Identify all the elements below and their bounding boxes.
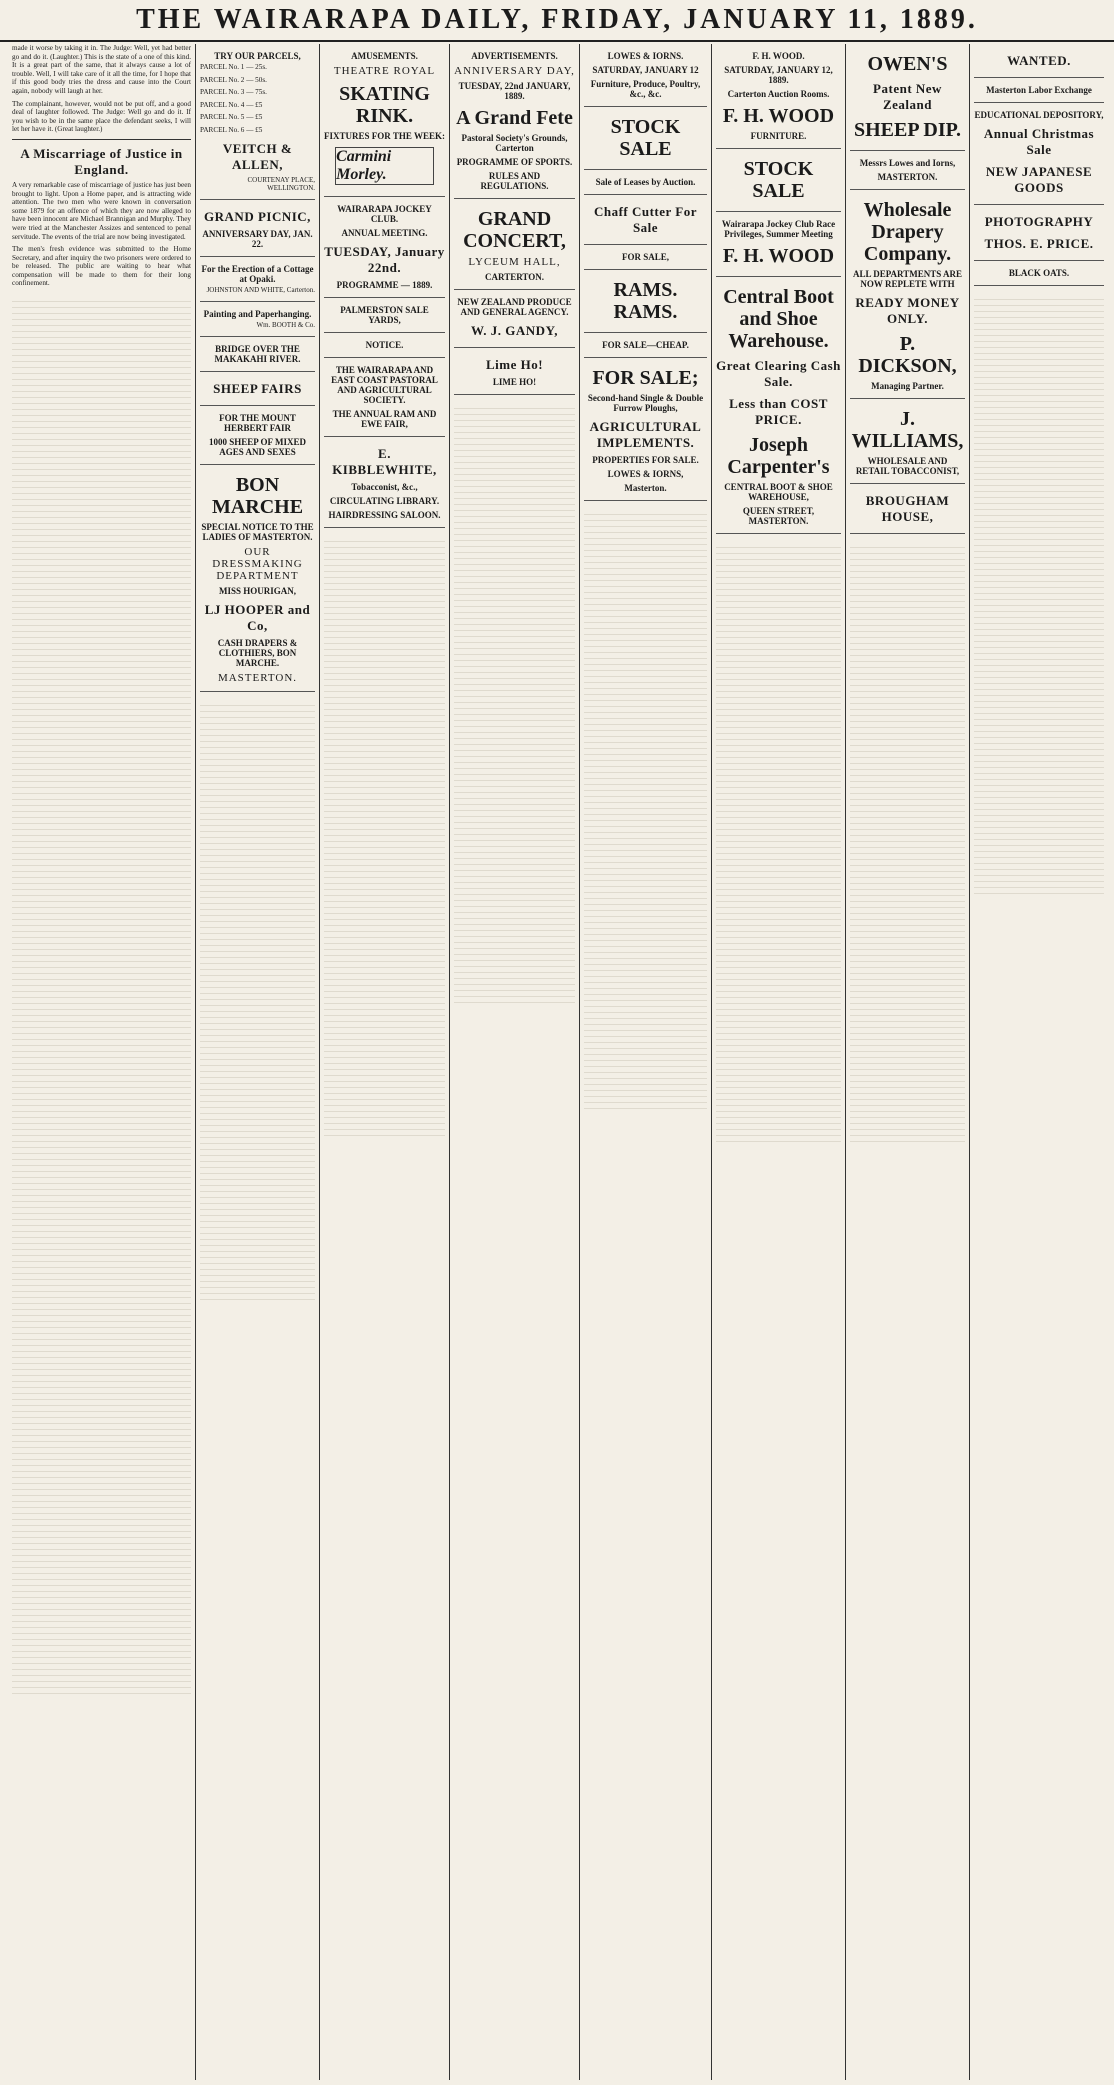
- ad-title: RAMS. RAMS.: [613, 279, 678, 323]
- ad-title: OWEN'S: [867, 53, 948, 75]
- advertisement: [974, 78, 1104, 103]
- ad-subtitle: 1000 SHEEP OF MIXED AGES AND SEXES: [209, 436, 306, 457]
- advertisement: [974, 44, 1104, 78]
- ad-place: CARTERTON.: [485, 272, 544, 282]
- ad-item: PARCEL No. 5 — £5: [200, 113, 263, 122]
- ad-title: GRAND PICNIC,: [204, 208, 311, 224]
- ad-firm: Joseph Carpenter's: [727, 434, 830, 478]
- ad-section-title: OUR DRESSMAKING DEPARTMENT: [212, 545, 303, 582]
- ad-firm: VEITCH & ALLEN,: [222, 140, 293, 172]
- ad-subtitle: THE ANNUAL RAM AND EWE FAIR,: [332, 409, 437, 429]
- ad-title: NOTICE.: [365, 340, 404, 350]
- body-text-block: [454, 403, 575, 1003]
- article-paragraph: A very remarkable case of miscarriage of justice has just been brought to light. Upon a Home paper, and is attracting wide attention. The two men who were known in conversation some 1879 for an offence of which they are now alleged to have been innocent are Michael Brannigan and Murphy. They were tried at the Manchester Assizes and sentenced to penal servitude. The events of the trial are now being investigated.: [12, 180, 191, 241]
- ad-section-title: PROGRAMME — 1889.: [336, 280, 433, 290]
- ad-title: Wholesale Drapery Company.: [863, 199, 952, 265]
- ad-subtitle: MISS HOURIGAN,: [218, 585, 296, 596]
- advertisement: [584, 245, 707, 270]
- body-text-block: [200, 700, 315, 1300]
- ad-subtitle: LYCEUM HALL,: [468, 256, 561, 268]
- ad-subtitle: WHOLESALE AND RETAIL TOBACCONIST,: [855, 456, 960, 476]
- ad-place: QUEEN STREET, MASTERTON.: [742, 506, 815, 526]
- ad-subtitle: Annual Christmas Sale: [983, 126, 1095, 157]
- ad-title: EDUCATIONAL DEPOSITORY,: [974, 110, 1104, 120]
- ad-subtitle: Managing Partner.: [871, 381, 944, 391]
- advertisement: [324, 437, 445, 528]
- ad-title: BRIDGE OVER THE MAKAKAHI RIVER.: [214, 343, 301, 364]
- advertisement: [584, 270, 707, 333]
- advertisement: [974, 205, 1104, 261]
- advertisement: [324, 298, 445, 333]
- article-paragraph: The complainant, however, would not be put off, and a good deal of laughter followed. The Judge: Well go and do it. If you wish to be in the same place the defendant seeks, I will let her have it. (Great laughter.): [12, 99, 191, 134]
- ad-title: Painting and Paperhanging.: [203, 308, 312, 319]
- ad-firm: P. DICKSON,: [858, 333, 957, 377]
- ad-item: PARCEL No. 4 — £5: [200, 100, 263, 109]
- ad-title: Central Boot and Shoe Warehouse.: [723, 286, 834, 352]
- column-3: [320, 44, 450, 2080]
- advertisement: [716, 277, 841, 534]
- advertisement: [584, 170, 707, 195]
- ad-title: For the Erection of a Cottage at Opaki.: [201, 263, 314, 284]
- advertisement: [324, 333, 445, 358]
- advertisement: [454, 348, 575, 395]
- ad-place: MASTERTON.: [217, 671, 298, 684]
- body-text-block: [324, 536, 445, 1136]
- ad-subtitle: ANNIVERSARY DAY, JAN. 22.: [202, 228, 313, 249]
- body-text-block: [850, 542, 965, 1142]
- ad-section-title: PROGRAMME OF SPORTS.: [456, 157, 573, 167]
- advertisement: [850, 151, 965, 190]
- body-text-block: [716, 542, 841, 1142]
- ad-date: SATURDAY, JANUARY 12: [592, 65, 699, 75]
- ad-title: LOWES & IORNS.: [607, 51, 684, 61]
- ad-title: Wairarapa Jockey Club Race Privileges, Summer Meeting: [721, 219, 836, 239]
- ad-title: FOR SALE—CHEAP.: [602, 340, 689, 350]
- ad-subtitle: Furniture, Produce, Poultry, &c., &c.: [590, 79, 701, 99]
- advertisement: [200, 44, 315, 200]
- ad-title: FOR SALE;: [592, 367, 699, 389]
- ad-title: AMUSEMENTS.: [351, 51, 418, 61]
- ad-subtitle: NEW JAPANESE GOODS: [985, 164, 1093, 195]
- ad-date: TUESDAY, January 22nd.: [324, 244, 445, 275]
- ad-firm: THOS. E. PRICE.: [984, 236, 1094, 251]
- masthead-title: THE WAIRARAPA DAILY, FRIDAY, JANUARY 11, 1889.: [136, 4, 978, 35]
- advertisement: [850, 484, 965, 534]
- advertisement: [974, 103, 1104, 205]
- column-7: [846, 44, 970, 2080]
- ad-title: GRAND CONCERT,: [463, 208, 566, 252]
- advertisement: [324, 358, 445, 437]
- ad-section-title: CIRCULATING LIBRARY.: [329, 496, 440, 506]
- ad-subtitle: FIXTURES FOR THE WEEK:: [324, 131, 445, 141]
- column-rule: [12, 139, 191, 140]
- ad-signature: Wm. BOOTH & Co.: [256, 320, 315, 329]
- body-text-block: [974, 294, 1104, 894]
- ad-subtitle: Patent New Zealand: [873, 81, 942, 112]
- ad-firm: LJ HOOPER and Co,: [204, 601, 311, 633]
- ad-title: F. H. WOOD.: [752, 51, 805, 61]
- ad-title: STOCK SALE: [610, 116, 681, 160]
- column-2: [196, 44, 320, 2080]
- ad-subtitle: CENTRAL BOOT & SHOE WAREHOUSE,: [724, 482, 833, 502]
- ad-subtitle: ANNIVERSARY DAY,: [454, 65, 575, 77]
- column-4: [450, 44, 580, 2080]
- column-8: [970, 44, 1108, 2080]
- advertisement: [850, 399, 965, 484]
- column-5: [580, 44, 712, 2080]
- ad-subtitle: SPECIAL NOTICE TO THE LADIES OF MASTERTON.: [201, 521, 314, 542]
- ad-section-title: FURNITURE.: [750, 131, 807, 141]
- ad-title: F. H. WOOD: [722, 105, 835, 127]
- ad-subtitle: CASH DRAPERS & CLOTHIERS, BON MARCHE.: [217, 637, 298, 668]
- ad-subtitle: ALL DEPARTMENTS ARE NOW REPLETE WITH: [852, 269, 963, 289]
- ad-address: COURTENAY PLACE, WELLINGTON.: [247, 175, 315, 192]
- advertisement: [200, 337, 315, 372]
- advertisement: [200, 200, 315, 257]
- advertisement: [716, 212, 841, 277]
- ad-title: J. WILLIAMS,: [851, 408, 964, 452]
- article-paragraph: The men's fresh evidence was submitted to the Home Secretary, and after inquiry the two prisoners were ordered to be released. The public are waiting to hear what compensation will be made to them for their long confinement.: [12, 245, 191, 288]
- ad-item: PARCEL No. 6 — £5: [200, 125, 263, 134]
- ad-title: SKATING RINK.: [339, 83, 430, 127]
- body-text-block: [584, 509, 707, 1109]
- column-6: [712, 44, 846, 2080]
- advertisement: [716, 44, 841, 149]
- ad-item: PARCEL No. 3 — 75s.: [200, 88, 267, 97]
- article-title: A Miscarriage of Justice in England.: [20, 145, 183, 177]
- ad-title: THE WAIRARAPA AND EAST COAST PASTORAL AND AGRICULTURAL SOCIETY.: [331, 365, 438, 405]
- advertisement: [850, 190, 965, 399]
- ad-signature: JOHNSTON AND WHITE, Carterton.: [206, 285, 315, 294]
- ad-title: BLACK OATS.: [1008, 268, 1070, 278]
- ad-title-art: Carmini Morley.: [335, 147, 434, 185]
- ad-subtitle: LIME HO!: [492, 377, 537, 387]
- ad-firm: LOWES & IORNS,: [607, 469, 684, 479]
- advertisement: [716, 149, 841, 212]
- ad-date: TUESDAY, 22nd JANUARY, 1889.: [458, 81, 571, 101]
- advertisement: [584, 358, 707, 501]
- advertisement: [324, 44, 445, 197]
- advertisement: [974, 261, 1104, 286]
- ad-title: WAIRARAPA JOCKEY CLUB.: [337, 204, 432, 224]
- body-text-block: [12, 296, 191, 1696]
- ad-subtitle: READY MONEY ONLY.: [855, 295, 960, 326]
- ad-title: PALMERSTON SALE YARDS,: [340, 305, 429, 325]
- ad-section-title: AGRICULTURAL IMPLEMENTS.: [589, 419, 702, 450]
- ad-place: MASTERTON.: [877, 172, 938, 182]
- ad-title: PHOTOGRAPHY: [984, 214, 1094, 229]
- advertisement: [324, 197, 445, 298]
- masthead: [0, 0, 1114, 42]
- ad-title: E. KIBBLEWHITE,: [332, 446, 437, 477]
- ad-title: ADVERTISEMENTS.: [471, 51, 558, 61]
- ad-section-title: RULES AND REGULATIONS.: [480, 171, 549, 191]
- ad-title: Chaff Cutter For Sale: [593, 204, 698, 235]
- ad-title: WANTED.: [1007, 53, 1071, 68]
- ad-subtitle: Tobacconist, &c.,: [351, 482, 418, 492]
- ad-subtitle: Less than COST PRICE.: [729, 396, 828, 427]
- ad-subtitle: Pastoral Society's Grounds, Carterton: [461, 133, 568, 153]
- advertisement: [200, 465, 315, 692]
- ad-title: BROUGHAM HOUSE,: [865, 493, 950, 524]
- advertisement: [454, 44, 575, 199]
- ad-place: Masterton.: [624, 483, 667, 493]
- advertisement: [584, 333, 707, 358]
- ad-title: STOCK SALE: [743, 158, 814, 202]
- advertisement: [454, 290, 575, 348]
- ad-section-title: HAIRDRESSING SALOON.: [328, 510, 441, 520]
- advertisement: [200, 406, 315, 465]
- article-paragraph: made it worse by taking it in. The Judge: Well, yet had better go and do it. (Laughter.) This is the state of a one of this kind. It is a great part of the same, that it always cause a lot of trouble. Well, I will take care of it all the time, for I hope that if this good body tries the dress and cause into the Court again, nobody will laugh at her.: [12, 44, 191, 95]
- ad-firm: W. J. GANDY,: [470, 323, 559, 338]
- ad-title: Sale of Leases by Auction.: [595, 177, 696, 187]
- ad-title: BON MARCHE: [211, 473, 304, 518]
- ad-firm: F. H. WOOD: [722, 245, 835, 267]
- ad-title: Lime Ho!: [485, 357, 544, 372]
- ad-title: TRY OUR PARCELS,: [214, 51, 301, 61]
- ad-date: SATURDAY, JANUARY 12, 1889.: [724, 65, 833, 85]
- advertisement: [200, 257, 315, 302]
- ad-title: SHEEP DIP.: [853, 119, 962, 141]
- advertisement: [584, 44, 707, 107]
- columns: [8, 44, 1108, 2080]
- advertisement: [584, 107, 707, 170]
- advertisement: [850, 44, 965, 151]
- ad-section-title: PROPERTIES FOR SALE.: [592, 455, 699, 465]
- ad-subtitle: THEATRE ROYAL: [333, 65, 436, 77]
- column-1: [8, 44, 196, 2080]
- ad-title: FOR THE MOUNT HERBERT FAIR: [219, 412, 296, 433]
- ad-item: PARCEL No. 2 — 50s.: [200, 75, 267, 84]
- ad-title: A Grand Fete: [456, 107, 573, 129]
- advertisement: [200, 302, 315, 337]
- ad-subtitle: Second-hand Single & Double Furrow Ploughs,: [587, 393, 704, 413]
- ad-subtitle: Great Clearing Cash Sale.: [716, 358, 841, 389]
- advertisement: [454, 199, 575, 290]
- ad-firm: Messrs Lowes and Iorns,: [859, 158, 956, 168]
- advertisement: [584, 195, 707, 245]
- ad-title: Masterton Labor Exchange: [986, 85, 1092, 95]
- ad-title: FOR SALE,: [621, 252, 669, 262]
- advertisement: [200, 372, 315, 406]
- ad-title: NEW ZEALAND PRODUCE AND GENERAL AGENCY.: [457, 297, 572, 317]
- ad-subtitle: ANNUAL MEETING.: [341, 228, 428, 238]
- ad-title: SHEEP FAIRS: [213, 380, 302, 396]
- ad-subtitle: Carterton Auction Rooms.: [727, 89, 830, 99]
- ad-item: PARCEL No. 1 — 25s.: [200, 63, 267, 71]
